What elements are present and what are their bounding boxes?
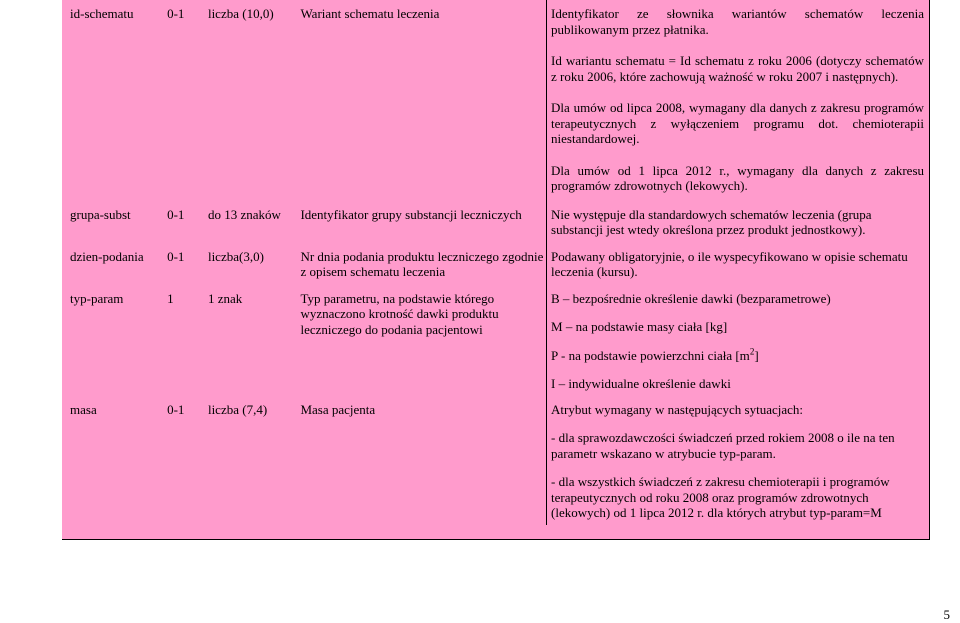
field-description: Wariant schematu leczenia — [300, 6, 440, 21]
data-type: liczba(3,0) — [207, 248, 264, 264]
data-type: do 13 znaków — [207, 206, 281, 222]
field-name: masa — [70, 401, 97, 417]
occurrence: 0-1 — [167, 248, 185, 264]
superscript: 2 — [749, 346, 755, 357]
field-description: Identyfikator grupy substancji leczniczych — [300, 206, 522, 222]
table-bottom-rule — [62, 539, 930, 540]
field-name: typ-param — [70, 290, 124, 306]
note-paragraph: Id wariantu schematu = Id schematu z roku 2006 (dotyczy schematów z roku 2006, które zachowują ważność w roku 2007 i następnych). — [551, 53, 924, 84]
note-paragraph: - dla wszystkich świadczeń z zakresu chemioterapii i programów terapeutycznych od roku 2008 oraz programów zdrowotnych (lekowych) od 1 lipca 2012 r. dla których atrybut typ-param=M — [551, 474, 890, 520]
field-notes — [547, 280, 930, 392]
field-description: Nr dnia podania produktu leczniczego zgodnie z opisem schematu leczenia — [300, 248, 544, 279]
note-paragraph — [551, 348, 924, 364]
occurrence: 1 — [167, 290, 174, 306]
table-row — [62, 238, 930, 280]
note-paragraph: Podawany obligatoryjnie, o ile wyspecyfikowano w opisie schematu leczenia (kursu). — [551, 248, 908, 279]
note-paragraph: B – bezpośrednie określenie dawki (bezparametrowe) — [551, 290, 831, 306]
table-right-rule — [929, 0, 930, 540]
note-paragraph: - dla sprawozdawczości świadczeń przed rokiem 2008 o ile na ten parametr wskazano w atrybucie typ-param. — [551, 430, 895, 461]
specification-table — [62, 0, 930, 540]
data-type: liczba (7,4) — [207, 401, 268, 417]
field-description: Typ parametru, na podstawie którego wyznaczono krotność dawki produktu leczniczego do podania pacjentowi — [300, 290, 499, 337]
data-type: liczba (10,0) — [207, 6, 274, 21]
field-name: dzien-podania — [70, 248, 144, 264]
note-paragraph: Identyfikator ze słownika wariantów schematów leczenia publikowanym przez płatnika. — [551, 6, 924, 37]
note-paragraph: Atrybut wymagany w następujących sytuacjach: — [551, 401, 803, 417]
table-row — [62, 280, 930, 392]
field-notes — [547, 238, 930, 280]
occurrence: 0-1 — [167, 401, 185, 417]
field-notes — [547, 0, 930, 194]
note-paragraph: Dla umów od 1 lipca 2012 r., wymagany dla danych z zakresu programów zdrowotnych (lekowych). — [551, 162, 924, 193]
occurrence: 0-1 — [167, 6, 185, 21]
occurrence: 0-1 — [167, 206, 185, 222]
table-row — [62, 0, 930, 194]
field-description: Masa pacjenta — [300, 401, 376, 417]
note-paragraph: Nie występuje dla standardowych schematów leczenia (grupa substancji jest wtedy określona przez produkt jednostkowy). — [551, 206, 872, 237]
table-row — [62, 194, 930, 238]
note-paragraph: I – indywidualne określenie dawki — [551, 376, 731, 391]
field-notes — [547, 194, 930, 238]
field-notes — [547, 392, 930, 525]
left-margin-strip — [0, 0, 63, 538]
data-type: 1 znak — [207, 290, 243, 306]
field-name: id-schematu — [70, 6, 134, 21]
page-number: 5 — [943, 607, 950, 622]
note-text: ] — [754, 347, 759, 363]
note-paragraph: M – na podstawie masy ciała [kg] — [551, 319, 728, 334]
note-paragraph: Dla umów od lipca 2008, wymagany dla danych z zakresu programów terapeutycznych z wyłączeniem programu dot. chemioterapii niestandardowej. — [551, 100, 924, 146]
note-text: P - na podstawie powierzchni ciała [m — [551, 347, 750, 363]
field-name: grupa-subst — [70, 206, 131, 222]
table-row — [62, 392, 930, 525]
